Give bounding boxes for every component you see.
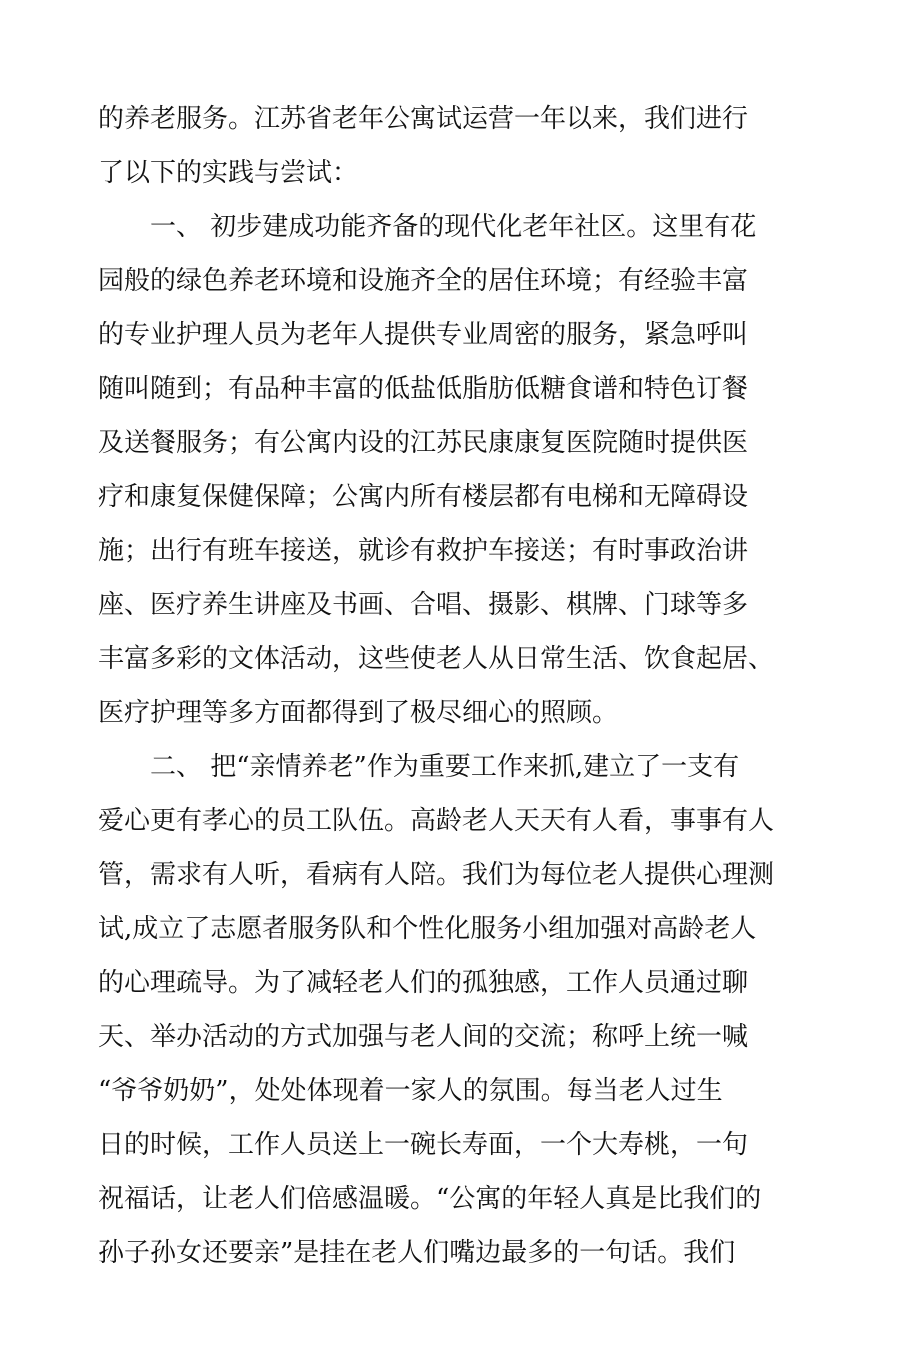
text-line-12: 医疗护理等多方面都得到了极尽细心的照顾。: [98, 698, 619, 728]
text-line-15: 管，需求有人听，看病有人陪。我们为每位老人提供心理测: [98, 860, 775, 890]
text-line-11: 丰富多彩的文体活动，这些使老人从日常生活、饮食起居、: [98, 644, 775, 674]
text-line-3: 一、 初步建成功能齐备的现代化老年社区。这里有花: [98, 212, 757, 242]
text-line-5: 的专业护理人员为老年人提供专业周密的服务，紧急呼叫: [98, 320, 749, 350]
text-line-17: 的心理疏导。为了减轻老人们的孤独感，工作人员通过聊: [98, 968, 749, 998]
text-line-2: 了以下的实践与尝试：: [98, 158, 359, 188]
text-line-8: 疗和康复保健保障；公寓内所有楼层都有电梯和无障碍设: [98, 482, 749, 512]
text-line-19: “爷爷奶奶”，处处体现着一家人的氛围。每当老人过生: [98, 1076, 723, 1106]
body-text: [98, 92, 778, 1280]
text-line-18: 天、举办活动的方式加强与老人间的交流；称呼上统一喊: [98, 1022, 749, 1052]
text-line-7: 及送餐服务；有公寓内设的江苏民康康复医院随时提供医: [98, 428, 749, 458]
text-line-10: 座、医疗养生讲座及书画、合唱、摄影、棋牌、门球等多: [98, 590, 749, 620]
text-line-13: 二、 把“亲情养老”作为重要工作来抓,建立了一支有: [98, 752, 740, 782]
text-line-9: 施；出行有班车接送，就诊有救护车接送；有时事政治讲: [98, 536, 749, 566]
text-line-21: 祝福话，让老人们倍感温暖。“公寓的年轻人真是比我们的: [98, 1184, 762, 1214]
text-line-20: 日的时候，工作人员送上一碗长寿面，一个大寿桃，一句: [98, 1130, 749, 1160]
text-line-4: 园般的绿色养老环境和设施齐全的居住环境；有经验丰富: [98, 266, 749, 296]
text-line-16: 试,成立了志愿者服务队和个性化服务小组加强对高龄老人: [98, 914, 757, 944]
text-line-14: 爱心更有孝心的员工队伍。高龄老人天天有人看，事事有人: [98, 806, 775, 836]
text-line-1: 的养老服务。江苏省老年公寓试运营一年以来，我们进行: [98, 104, 749, 134]
text-line-22: 孙子孙女还要亲”是挂在老人们嘴边最多的一句话。我们: [98, 1238, 736, 1268]
text-line-6: 随叫随到；有品种丰富的低盐低脂肪低糖食谱和特色订餐: [98, 374, 749, 404]
